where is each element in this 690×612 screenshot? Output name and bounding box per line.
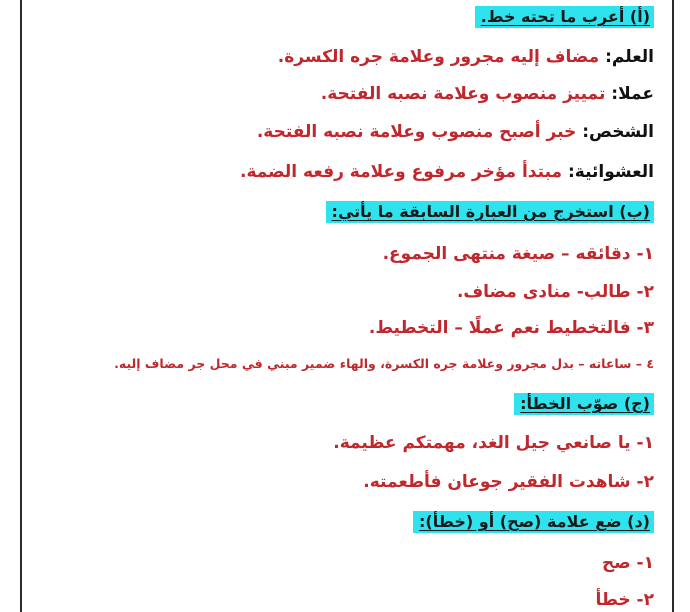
section-a-item-2: عملا: تمييز منصوب وعلامة نصبه الفتحة. — [320, 84, 654, 104]
section-b-heading: (ب) استخرج من العبارة السابقة ما يأتي: — [326, 201, 654, 223]
section-b-item-4: ٤ – ساعاته – بدل مجرور وعلامة جره الكسرة، والهاء ضمير مبني في محل جر مضاف إليه. — [114, 356, 654, 371]
section-b-item-1: ١- دقائقه – صيغة منتهى الجموع. — [382, 244, 654, 264]
section-c-item-1: ١- يا صانعي جيل الغد، مهمتكم عظيمة. — [333, 433, 654, 453]
section-a-item-3: الشخص: خبر أصبح منصوب وعلامة نصبه الفتحة. — [256, 122, 654, 142]
section-b-item-2: ٢- طالب- منادى مضاف. — [456, 282, 654, 302]
section-d-heading: (د) ضع علامة (صح) أو (خطأ): — [413, 511, 654, 533]
section-d-item-2: ٢- خطأ — [595, 590, 654, 610]
section-d-item-1: ١- صح — [601, 553, 654, 573]
section-c-heading: (ج) صوّب الخطأ: — [514, 393, 654, 415]
section-a-item-1: العلم: مضاف إليه مجرور وعلامة جره الكسرة. — [277, 47, 654, 67]
section-a-heading: (أ) أعرب ما تحته خط. — [475, 6, 654, 28]
section-b-item-3: ٣- فالتخطيط نعم عملًا – التخطيط. — [368, 318, 654, 338]
section-a-item-4: العشوائية: مبتدأ مؤخر مرفوع وعلامة رفعه الضمة. — [240, 162, 654, 182]
section-c-item-2: ٢- شاهدت الفقير جوعان فأطعمته. — [363, 472, 654, 492]
